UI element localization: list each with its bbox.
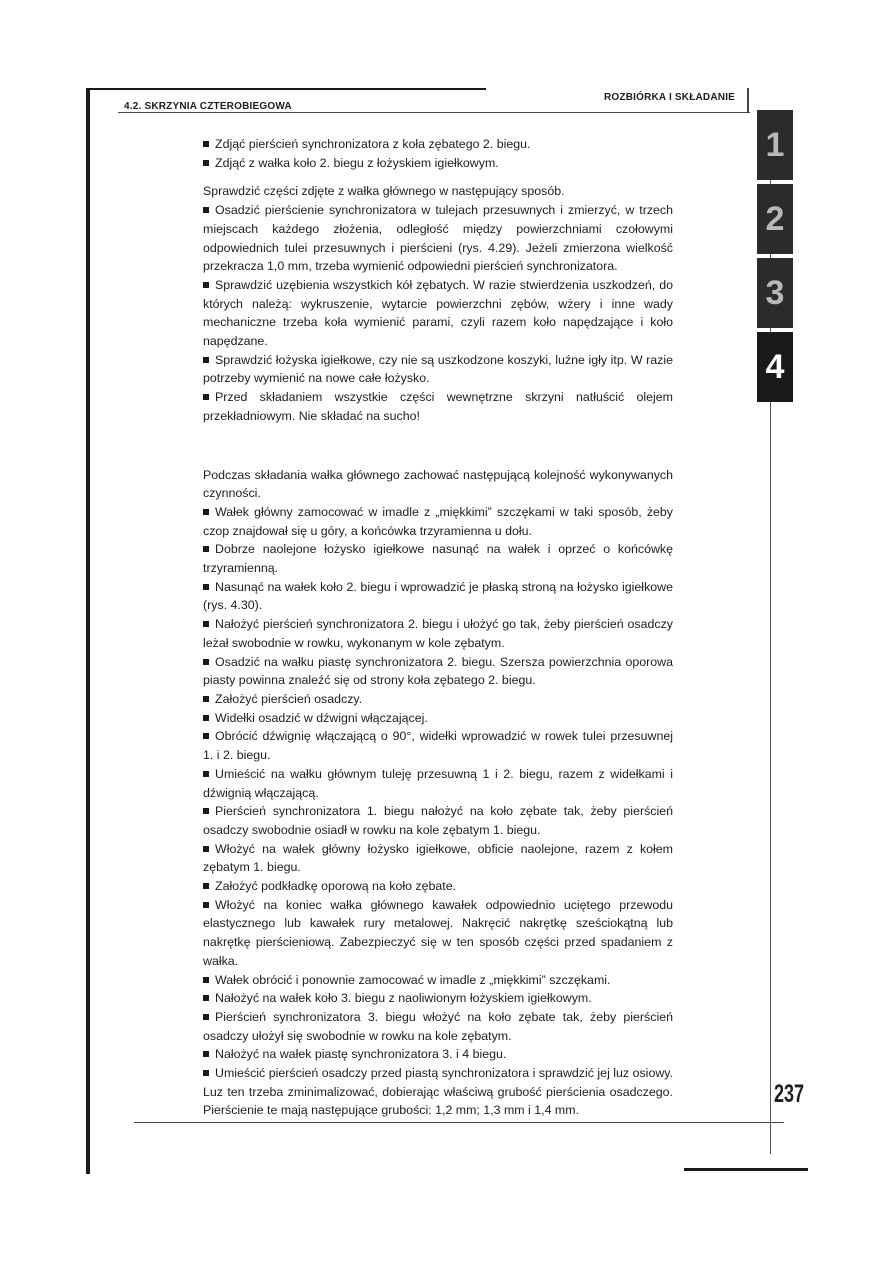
- paragraph-text: Wałek obrócić i ponownie zamocować w imadle z „miękkimi” szczękami.: [215, 972, 611, 987]
- chapter-tab-1: 1: [757, 110, 793, 180]
- bullet-square-icon: [203, 902, 209, 908]
- section-assembly-procedure: [203, 466, 673, 1121]
- bullet-paragraph: [203, 388, 673, 425]
- paragraph-text: Nałożyć pierścień synchronizatora 2. biegu i ułożyć go tak, żeby pierścień osadczy leżał swobodnie w rowku, wykonanym w kole zębatym.: [203, 617, 673, 650]
- bullet-square-icon: [203, 207, 209, 213]
- bullet-paragraph: [203, 709, 673, 728]
- paragraph-text: Umieścić na wałku głównym tuleję przesuwną 1 i 2. biegu, razem z widełkami i dźwignią włączającą.: [203, 766, 673, 800]
- bullet-paragraph: [203, 154, 673, 173]
- paragraph: [203, 182, 673, 201]
- bullet-square-icon: [203, 995, 209, 1001]
- bullet-paragraph: [203, 615, 673, 652]
- bullet-square-icon: [203, 584, 209, 590]
- bullet-paragraph: [203, 765, 673, 802]
- bullet-paragraph: [203, 877, 673, 896]
- bullet-paragraph: [203, 840, 673, 877]
- bullet-square-icon: [203, 808, 209, 814]
- paragraph-text: Założyć podkładkę oporową na koło zębate.: [215, 879, 457, 894]
- bullet-paragraph: [203, 802, 673, 839]
- paragraph-text: Osadzić na wałku piastę synchronizatora 2. biegu. Szersza powierzchnia oporowa piasty powinna znaleźć się od strony koła zębatego 2. biegu.: [203, 654, 673, 688]
- chapter-tab-4: 4: [757, 332, 793, 402]
- bullet-square-icon: [203, 715, 209, 721]
- paragraph-text: Umieścić pierścień osadczy przed piastą synchronizatora i sprawdzić jej luz osiowy. Luz ten trzeba zminimalizować, dobierając właściwą grubość pierścienia osadczego. Pierścienie te mają następujące grubości: 1,2 mm; 1,3 mm i 1,4 mm.: [203, 1066, 673, 1118]
- bullet-square-icon: [203, 977, 209, 983]
- bullet-paragraph: [203, 135, 673, 154]
- paragraph-text: Założyć pierścień osadczy.: [215, 691, 363, 706]
- header-section-title: 4.2. SKRZYNIA CZTEROBIEGOWA: [124, 101, 292, 112]
- paragraph-text: Nasunąć na wałek koło 2. biegu i wprowadzić je płaską stroną na łożysko igiełkowe (rys. 4.30).: [203, 579, 673, 613]
- bullet-square-icon: [203, 160, 209, 166]
- left-margin-bar: [86, 88, 90, 1174]
- bullet-square-icon: [203, 509, 209, 515]
- bullet-paragraph: [203, 540, 673, 577]
- paragraph-text: Włożyć na koniec wałka głównego kawałek odpowiednio uciętego przewodu elastycznego lub kawałek rury metalowej. Nakręcić nakrętkę sześciokątną lub nakrętkę pierścieniową. Zabezpieczyć się w ten sposób części przed spadaniem z wałka.: [203, 897, 673, 968]
- bullet-paragraph: [203, 989, 673, 1008]
- bullet-paragraph: [203, 1064, 673, 1120]
- paragraph-text: Przed składaniem wszystkie części wewnętrzne skrzyni natłuścić olejem przekładniowym. Nie składać na sucho!: [203, 390, 673, 423]
- footer-thick-rule: [684, 1168, 808, 1171]
- bullet-square-icon: [203, 883, 209, 889]
- bullet-paragraph: [203, 971, 673, 990]
- paragraph-text: Obrócić dźwignię włączającą o 90°, widełki wprowadzić w rowek tulei przesuwnej 1. i 2. biegu.: [203, 729, 673, 763]
- paragraph-text: Podczas składania wałka głównego zachować następującą kolejność wykonywanych czynności.: [203, 467, 673, 501]
- bullet-paragraph: [203, 351, 673, 388]
- paragraph-text: Widełki osadzić w dźwigni włączającej.: [215, 710, 428, 725]
- paragraph-text: Sprawdzić łożyska igiełkowe, czy nie są uszkodzone koszyki, luźne igły itp. W razie potrzeby wymienić na nowe całe łożysko.: [203, 352, 673, 386]
- bullet-square-icon: [203, 733, 209, 739]
- bullet-square-icon: [203, 1051, 209, 1057]
- bullet-square-icon: [203, 696, 209, 702]
- header-bottom-rule: [118, 112, 750, 113]
- paragraph: [203, 466, 673, 503]
- paragraph-text: Sprawdzić części zdjęte z wałka głównego w następujący sposób.: [203, 184, 565, 199]
- bullet-paragraph: [203, 1008, 673, 1045]
- paragraph-text: Pierścień synchronizatora 1. biegu nałożyć na koło zębate tak, żeby pierścień osadczy swobodnie osiadł w rowku na kole zębatym 1. biegu.: [203, 804, 673, 837]
- paragraph-text: Nałożyć na wałek koło 3. biegu z naoliwionym łożyskiem igiełkowym.: [215, 991, 592, 1006]
- bullet-square-icon: [203, 357, 209, 363]
- paragraph-text: Dobrze naolejone łożysko igiełkowe nasunąć na wałek i oprzeć o końcówkę trzyramienną.: [203, 542, 673, 576]
- chapter-tab-2: 2: [757, 184, 793, 254]
- footer-rule: [134, 1122, 784, 1123]
- header-right-rule: [747, 88, 749, 112]
- bullet-square-icon: [203, 1014, 209, 1020]
- bullet-square-icon: [203, 141, 209, 147]
- paragraph-text: Osadzić pierścienie synchronizatora w tulejach przesuwnych i zmierzyć, w trzech miejscach każdego złożenia, odległość między powierzchniami czołowymi odpowiednich tulei przesuwnych i pierścieni (rys. 4.29). Jeżeli zmierzona wielkość przekracza 1,0 mm, trzeba wymienić odpowiedni pierścień synchronizatora.: [203, 203, 673, 274]
- bullet-square-icon: [203, 771, 209, 777]
- paragraph-text: Pierścień synchronizatora 3. biegu włożyć na koło zębate tak, żeby pierścień osadczy ułożył się swobodnie w rowku na kole zębatym.: [203, 1009, 673, 1043]
- bullet-paragraph: [203, 276, 673, 351]
- bullet-paragraph: [203, 503, 673, 540]
- bullet-square-icon: [203, 1070, 209, 1076]
- page-body: [203, 135, 673, 1120]
- bullet-paragraph: [203, 727, 673, 764]
- paragraph-text: Zdjąć z wałka koło 2. biegu z łożyskiem igiełkowym.: [215, 155, 499, 170]
- header-chapter-title: ROZBIÓRKA I SKŁADANIE: [604, 92, 736, 103]
- bullet-paragraph: [203, 653, 673, 690]
- bullet-square-icon: [203, 394, 209, 400]
- paragraph-text: Nałożyć na wałek piastę synchronizatora 3. i 4 biegu.: [215, 1047, 507, 1062]
- chapter-tab-3: 3: [757, 258, 793, 328]
- paragraph-text: Sprawdzić uzębienia wszystkich kół zębatych. W razie stwierdzenia uszkodzeń, do których należą: wykruszenie, wytarcie powierzchni zębów, wżery i inne wady mechaniczne trzeba koła wymienić parami, czyli razem koło napędzające i koło napędzane.: [203, 277, 673, 349]
- bullet-paragraph: [203, 1045, 673, 1064]
- section-disassembly-checks: [203, 135, 673, 426]
- header-top-rule: [86, 88, 486, 90]
- bullet-square-icon: [203, 282, 209, 288]
- bullet-paragraph: [203, 578, 673, 615]
- bullet-paragraph: [203, 201, 673, 276]
- bullet-square-icon: [203, 846, 209, 852]
- bullet-square-icon: [203, 546, 209, 552]
- bullet-paragraph: [203, 690, 673, 709]
- paragraph-text: Wałek główny zamocować w imadle z „miękkimi” szczękami w taki sposób, żeby czop znajdował się u góry, a końcówka trzyramienna u dołu.: [203, 504, 673, 538]
- bullet-square-icon: [203, 659, 209, 665]
- bullet-square-icon: [203, 621, 209, 627]
- paragraph-text: Zdjąć pierścień synchronizatora z koła zębatego 2. biegu.: [215, 137, 531, 151]
- paragraph-text: Włożyć na wałek główny łożysko igiełkowe, obficie naolejone, razem z kołem zębatym 1. biegu.: [203, 841, 673, 875]
- page-number: 237: [774, 1080, 805, 1108]
- bullet-paragraph: [203, 896, 673, 971]
